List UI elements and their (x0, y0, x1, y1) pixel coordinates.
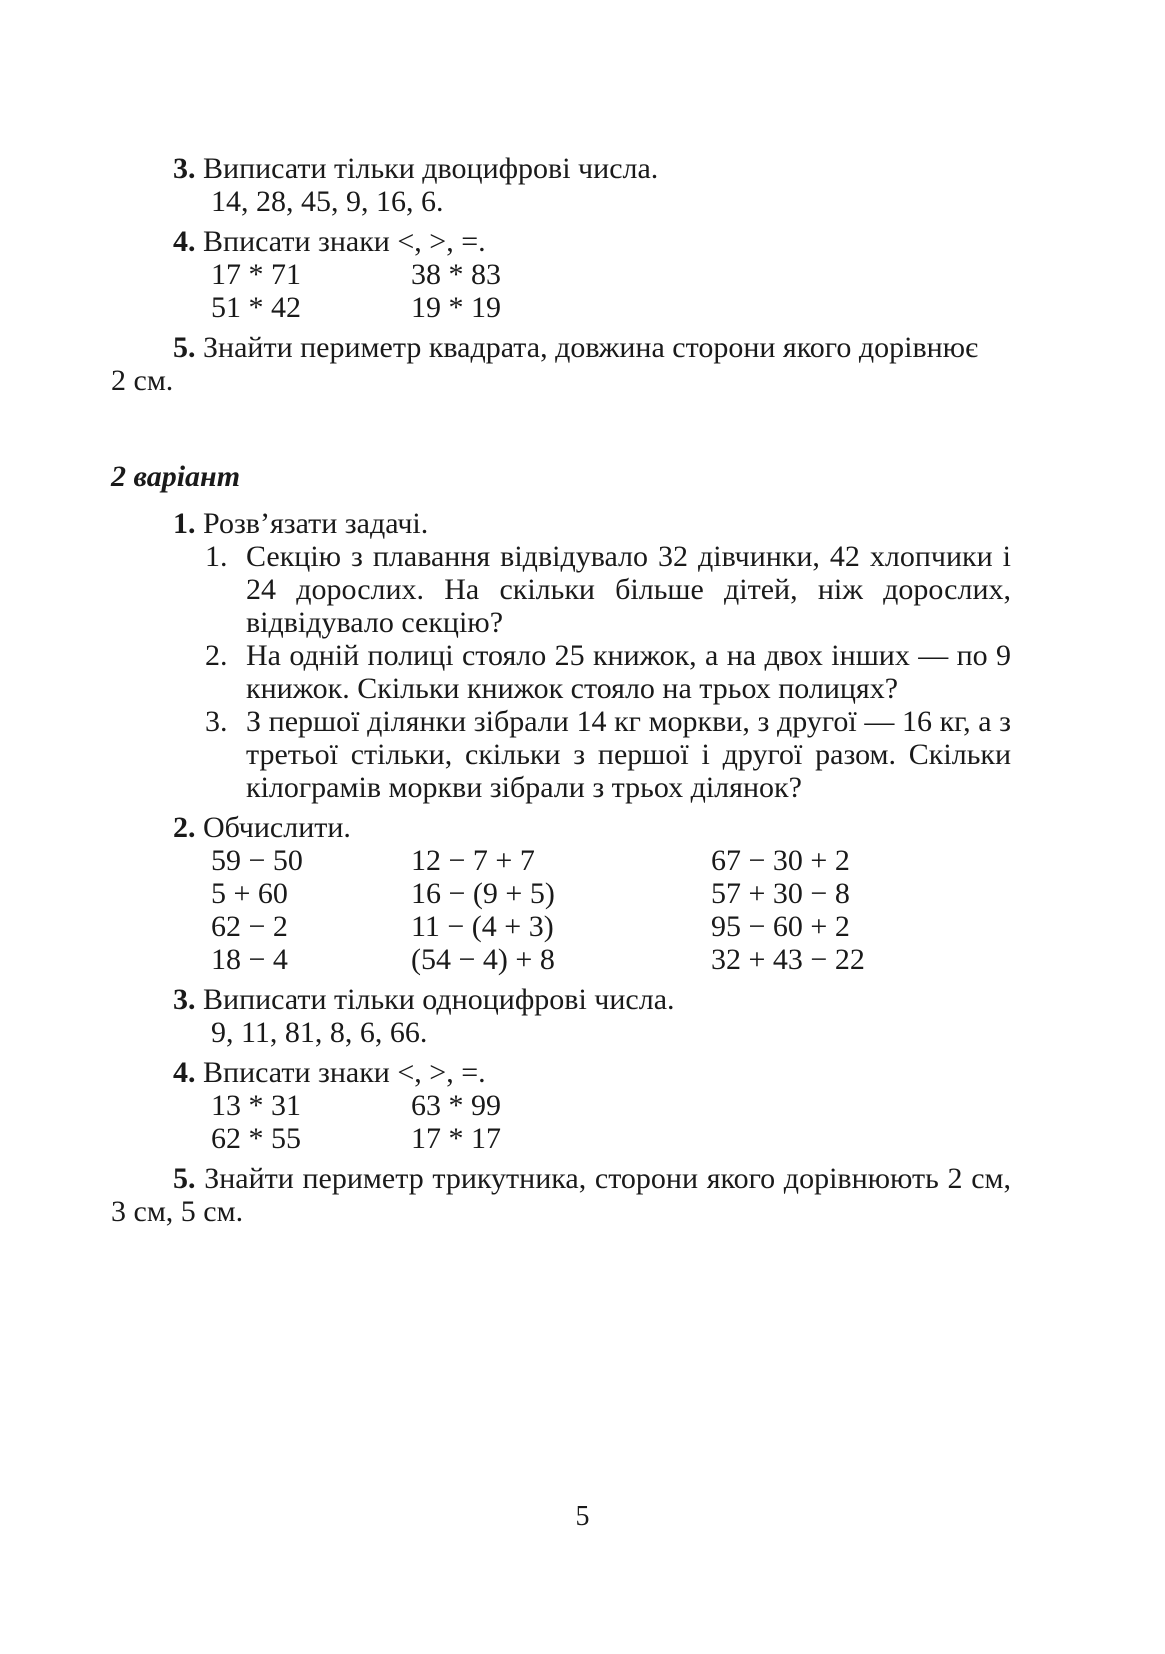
expression: 18 − 4 (211, 943, 288, 976)
task-text: Виписати тільки одноцифрові числа. (203, 983, 675, 1016)
task-number: 5. (173, 1162, 196, 1195)
variant-title: 2 варіант (111, 460, 241, 493)
task-5-line-1 (111, 331, 1011, 364)
task-5-line-2: 2 см. (111, 364, 174, 397)
comparison-cell: 17 * 17 (411, 1122, 501, 1155)
task-text: Знайти периметр трикутника, сторони якого дорівнюють 2 см, 3 см, 5 см. (111, 1162, 1012, 1228)
expression: 62 − 2 (211, 910, 288, 943)
task-text: Обчислити. (203, 811, 351, 844)
task-4-heading (111, 225, 1011, 258)
task-number: 5. (173, 331, 196, 364)
task-number: 1. (173, 507, 196, 540)
spacer (111, 804, 1011, 811)
page-content (111, 152, 1011, 1228)
comparison-cell: 38 * 83 (411, 258, 501, 291)
spacer (111, 218, 1011, 225)
task-text: Знайти периметр квадрата, довжина сторони якого дорівнює (203, 331, 978, 364)
task-text: Розв’язати задачі. (203, 507, 429, 540)
problem-text: З першої ділянки зібрали 14 кг моркви, з другої — 16 кг, а з третьої стільки, скільки з першої і другої разом. Скільки кілограмів моркви зібрали з трьох ділянок? (246, 705, 1011, 804)
task-text: Вписати знаки <, >, =. (203, 225, 486, 258)
problem-number: 2. (205, 639, 228, 672)
spacer (111, 397, 1011, 459)
problem-number: 3. (205, 705, 228, 738)
expression: 57 + 30 − 8 (711, 877, 850, 910)
list-item (111, 705, 1011, 804)
expression: 5 + 60 (211, 877, 288, 910)
task-3-numbers: 14, 28, 45, 9, 16, 6. (211, 185, 444, 218)
comparison-cell: 62 * 55 (211, 1122, 301, 1155)
task-number: 3. (173, 152, 196, 185)
comparison-cell: 51 * 42 (211, 291, 301, 324)
spacer (111, 499, 1011, 507)
list-item (111, 639, 1011, 705)
problem-list (111, 540, 1011, 804)
problem-text: Секцію з плавання відвідувало 32 дівчинки, 42 хлопчики і 24 дорослих. На скільки більше дітей, ніж дорослих, відвідувало секцію? (246, 540, 1011, 639)
comparison-cell: 17 * 71 (211, 258, 301, 291)
comparison-cell: 13 * 31 (211, 1089, 301, 1122)
task-number: 4. (173, 1056, 196, 1089)
task-number: 2. (173, 811, 196, 844)
spacer (111, 324, 1011, 331)
task-4-heading (111, 1056, 1011, 1089)
expression: 12 − 7 + 7 (411, 844, 535, 877)
task-1-heading (111, 507, 1011, 540)
calculation-grid (111, 844, 1011, 976)
task-number: 4. (173, 225, 196, 258)
problem-number: 1. (205, 540, 228, 573)
comparison-cell: 19 * 19 (411, 291, 501, 324)
comparison-cell: 63 * 99 (411, 1089, 501, 1122)
expression: 59 − 50 (211, 844, 303, 877)
comparison-grid (111, 258, 1011, 324)
expression: 32 + 43 − 22 (711, 943, 865, 976)
expression: 16 − (9 + 5) (411, 877, 555, 910)
spacer (111, 1155, 1011, 1162)
comparison-grid (111, 1089, 1011, 1155)
page-number: 5 (575, 1501, 590, 1532)
expression: 67 − 30 + 2 (711, 844, 850, 877)
task-5-paragraph (111, 1162, 1011, 1228)
problem-text: На одній полиці стояло 25 книжок, а на двох інших — по 9 книжок. Скільки книжок стояло на трьох полицях? (246, 639, 1011, 705)
task-text: Виписати тільки двоцифрові числа. (203, 152, 659, 185)
spacer (111, 976, 1011, 983)
task-3-numbers: 9, 11, 81, 8, 6, 66. (211, 1016, 428, 1049)
expression: (54 − 4) + 8 (411, 943, 555, 976)
task-3-heading (111, 983, 1011, 1016)
task-3-heading (111, 152, 1011, 185)
task-number: 3. (173, 983, 196, 1016)
expression: 11 − (4 + 3) (411, 910, 554, 943)
task-text: Вписати знаки <, >, =. (203, 1056, 486, 1089)
task-2-heading (111, 811, 1011, 844)
expression: 95 − 60 + 2 (711, 910, 850, 943)
spacer (111, 1049, 1011, 1056)
list-item (111, 540, 1011, 639)
